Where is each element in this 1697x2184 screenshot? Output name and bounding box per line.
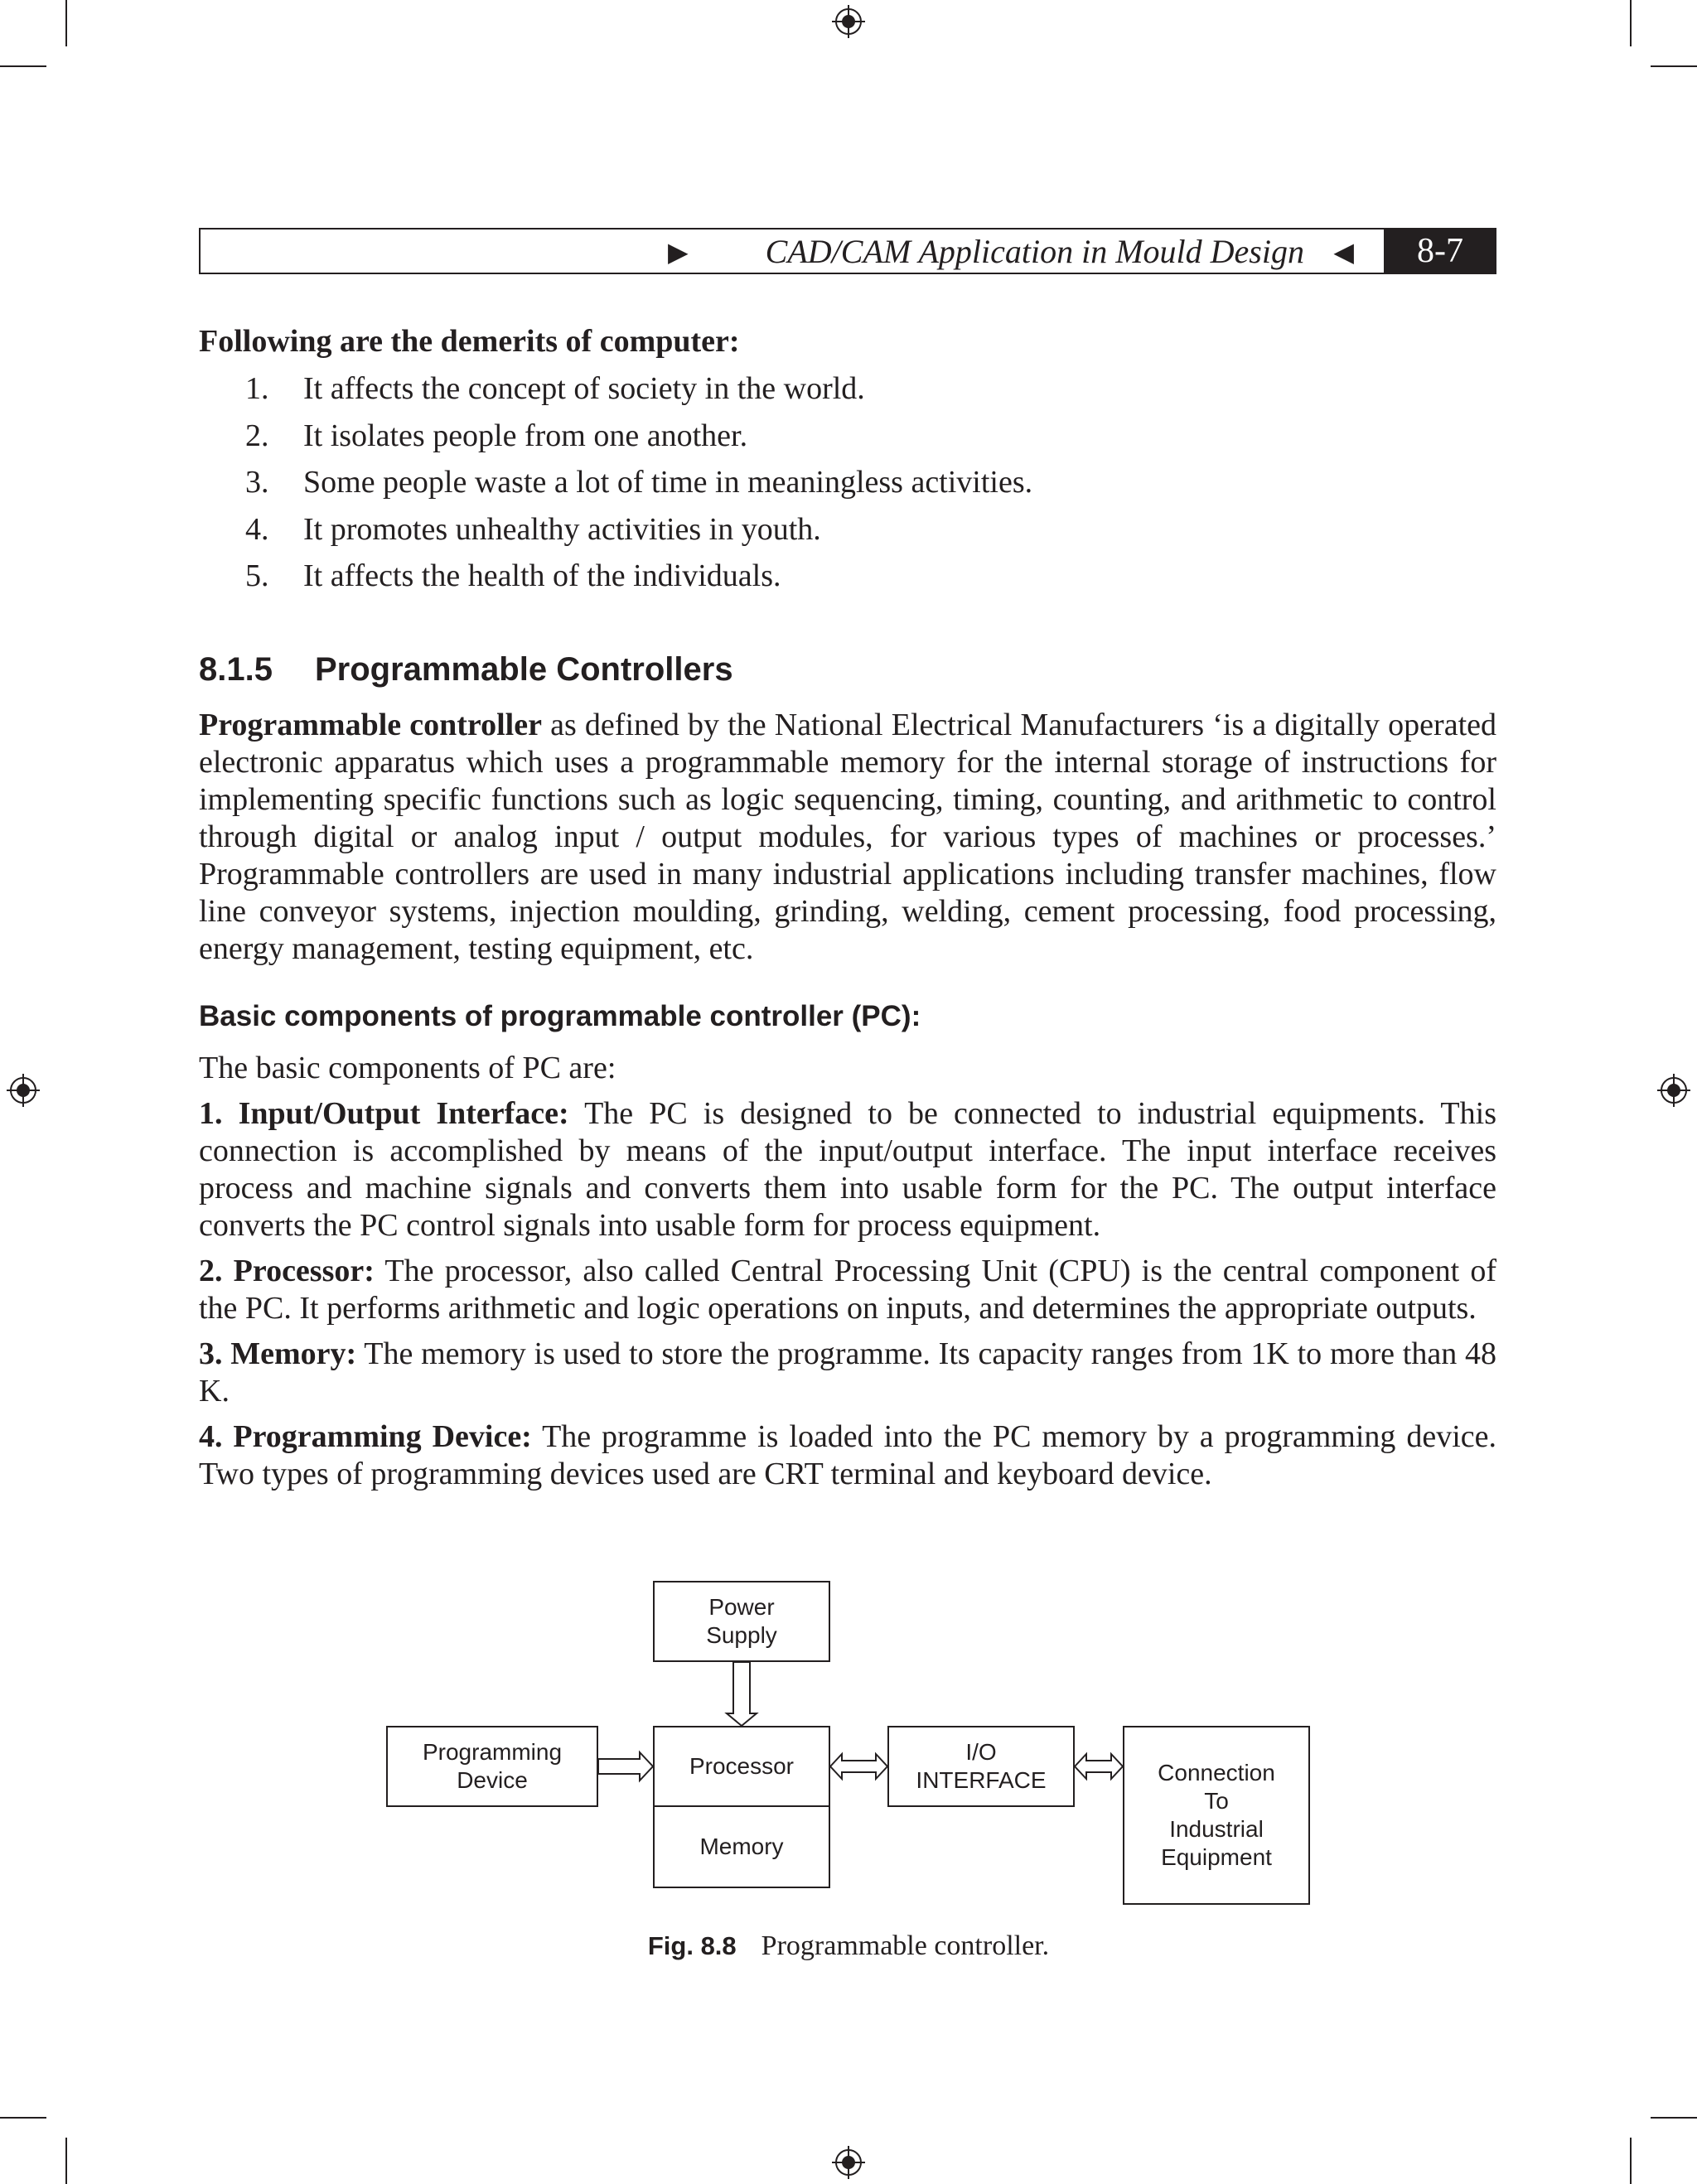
crop-mark [65, 0, 67, 46]
double-arrow-icon [1075, 1754, 1123, 1779]
list-number: 4. [245, 511, 269, 547]
component-paragraph [199, 1418, 1496, 1493]
component-text: The memory is used to store the programme. Its capacity ranges from 1K to more than 48 K. [199, 1336, 1496, 1408]
crop-mark [1651, 2117, 1697, 2119]
registration-mark-icon [7, 1074, 40, 1107]
processor-box: Processor [653, 1726, 830, 1807]
list-text: It affects the concept of society in the world. [303, 371, 865, 406]
crop-mark [1630, 0, 1632, 46]
section-heading [199, 651, 1496, 689]
crop-mark [0, 65, 46, 67]
list-text: It promotes unhealthy activities in youth. [303, 511, 821, 547]
list-text: It affects the health of the individuals. [303, 558, 781, 593]
arrow-down-icon [727, 1662, 757, 1726]
components-intro: The basic components of PC are: [199, 1050, 616, 1085]
figure-number: Fig. 8.8 [647, 1931, 737, 1960]
registration-mark-icon [832, 2146, 865, 2179]
list-number: 1. [245, 371, 269, 406]
component-paragraph [199, 1095, 1496, 1244]
triangle-right-icon: ▶ [668, 237, 689, 267]
triangle-left-icon: ◀ [1333, 237, 1354, 267]
section-intro [199, 707, 1496, 968]
component-text: The PC is designed to be connected to industrial equipments. This connection is accomplished by means of the input/output interface. The input interface receives process and machine signals and converts them into usable form for the PC. The output interface converts the PC control signals into usable form for process equipment. [199, 1095, 1496, 1243]
list-item [199, 553, 1496, 600]
figure-caption-text: Programmable controller. [761, 1930, 1050, 1961]
industrial-connection-box: Connection To Industrial Equipment [1123, 1726, 1310, 1905]
list-item [199, 413, 1496, 460]
crop-mark [0, 2117, 46, 2119]
list-number: 2. [245, 418, 269, 453]
component-paragraph [199, 1253, 1496, 1327]
component-text: The processor, also called Central Processing Unit (CPU) is the central component of the PC. It performs arithmetic and logic operations on inputs, and determines the appropriate outputs. [199, 1253, 1496, 1326]
registration-mark-icon [1657, 1074, 1690, 1107]
intro-term: Programmable controller [199, 707, 542, 742]
component-label: 2. Processor: [199, 1253, 375, 1288]
running-header [199, 228, 1496, 274]
section-title: Programmable Controllers [315, 650, 733, 688]
components-heading: Basic components of programmable controller (PC): [199, 999, 921, 1032]
demerits-lead: Following are the demerits of computer: [199, 324, 740, 359]
component-text: The programme is loaded into the PC memory by a programming device. Two types of programming devices used are CRT terminal and keyboard device. [199, 1418, 1496, 1491]
figure-caption [0, 1930, 1697, 1962]
programming-device-box: Programming Device [386, 1726, 598, 1807]
list-number: 3. [245, 465, 269, 500]
memory-box: Memory [653, 1805, 830, 1888]
component-paragraph [199, 1336, 1496, 1410]
power-supply-box: Power Supply [653, 1581, 830, 1662]
header-title: CAD/CAM Application in Mould Design [765, 233, 1304, 270]
arrow-right-icon [598, 1752, 653, 1781]
list-number: 5. [245, 558, 269, 593]
io-interface-box: I/O INTERFACE [887, 1726, 1075, 1807]
component-label: 4. Programming Device: [199, 1418, 532, 1454]
list-item [199, 459, 1496, 506]
section-number: 8.1.5 [199, 650, 273, 688]
crop-mark [65, 2138, 67, 2184]
component-label: 3. Memory: [199, 1336, 357, 1371]
double-arrow-icon [830, 1754, 887, 1779]
list-item [199, 365, 1496, 413]
demerits-list [199, 365, 1496, 600]
registration-mark-icon [832, 5, 865, 38]
list-text: Some people waste a lot of time in meaningless activities. [303, 465, 1033, 500]
component-label: 1. Input/Output Interface: [199, 1095, 569, 1131]
list-item [199, 506, 1496, 553]
page-body [199, 323, 1496, 1493]
intro-text: as defined by the National Electrical Manufacturers ‘is a digitally operated electronic apparatus which uses a programmable memory for the internal storage of instructions for implementing specific functions such as logic sequencing, timing, counting, and arithmetic to control through digital or analog input / output modules, for various types of machines or processes.’ Programmable controllers are used in many industrial applications including transfer machines, flow line conveyor systems, injection moulding, grinding, welding, cement processing, food processing, energy management, testing equipment, etc. [199, 707, 1496, 966]
list-text: It isolates people from one another. [303, 418, 748, 453]
crop-mark [1630, 2138, 1632, 2184]
crop-mark [1651, 65, 1697, 67]
page-number: 8-7 [1384, 228, 1496, 274]
